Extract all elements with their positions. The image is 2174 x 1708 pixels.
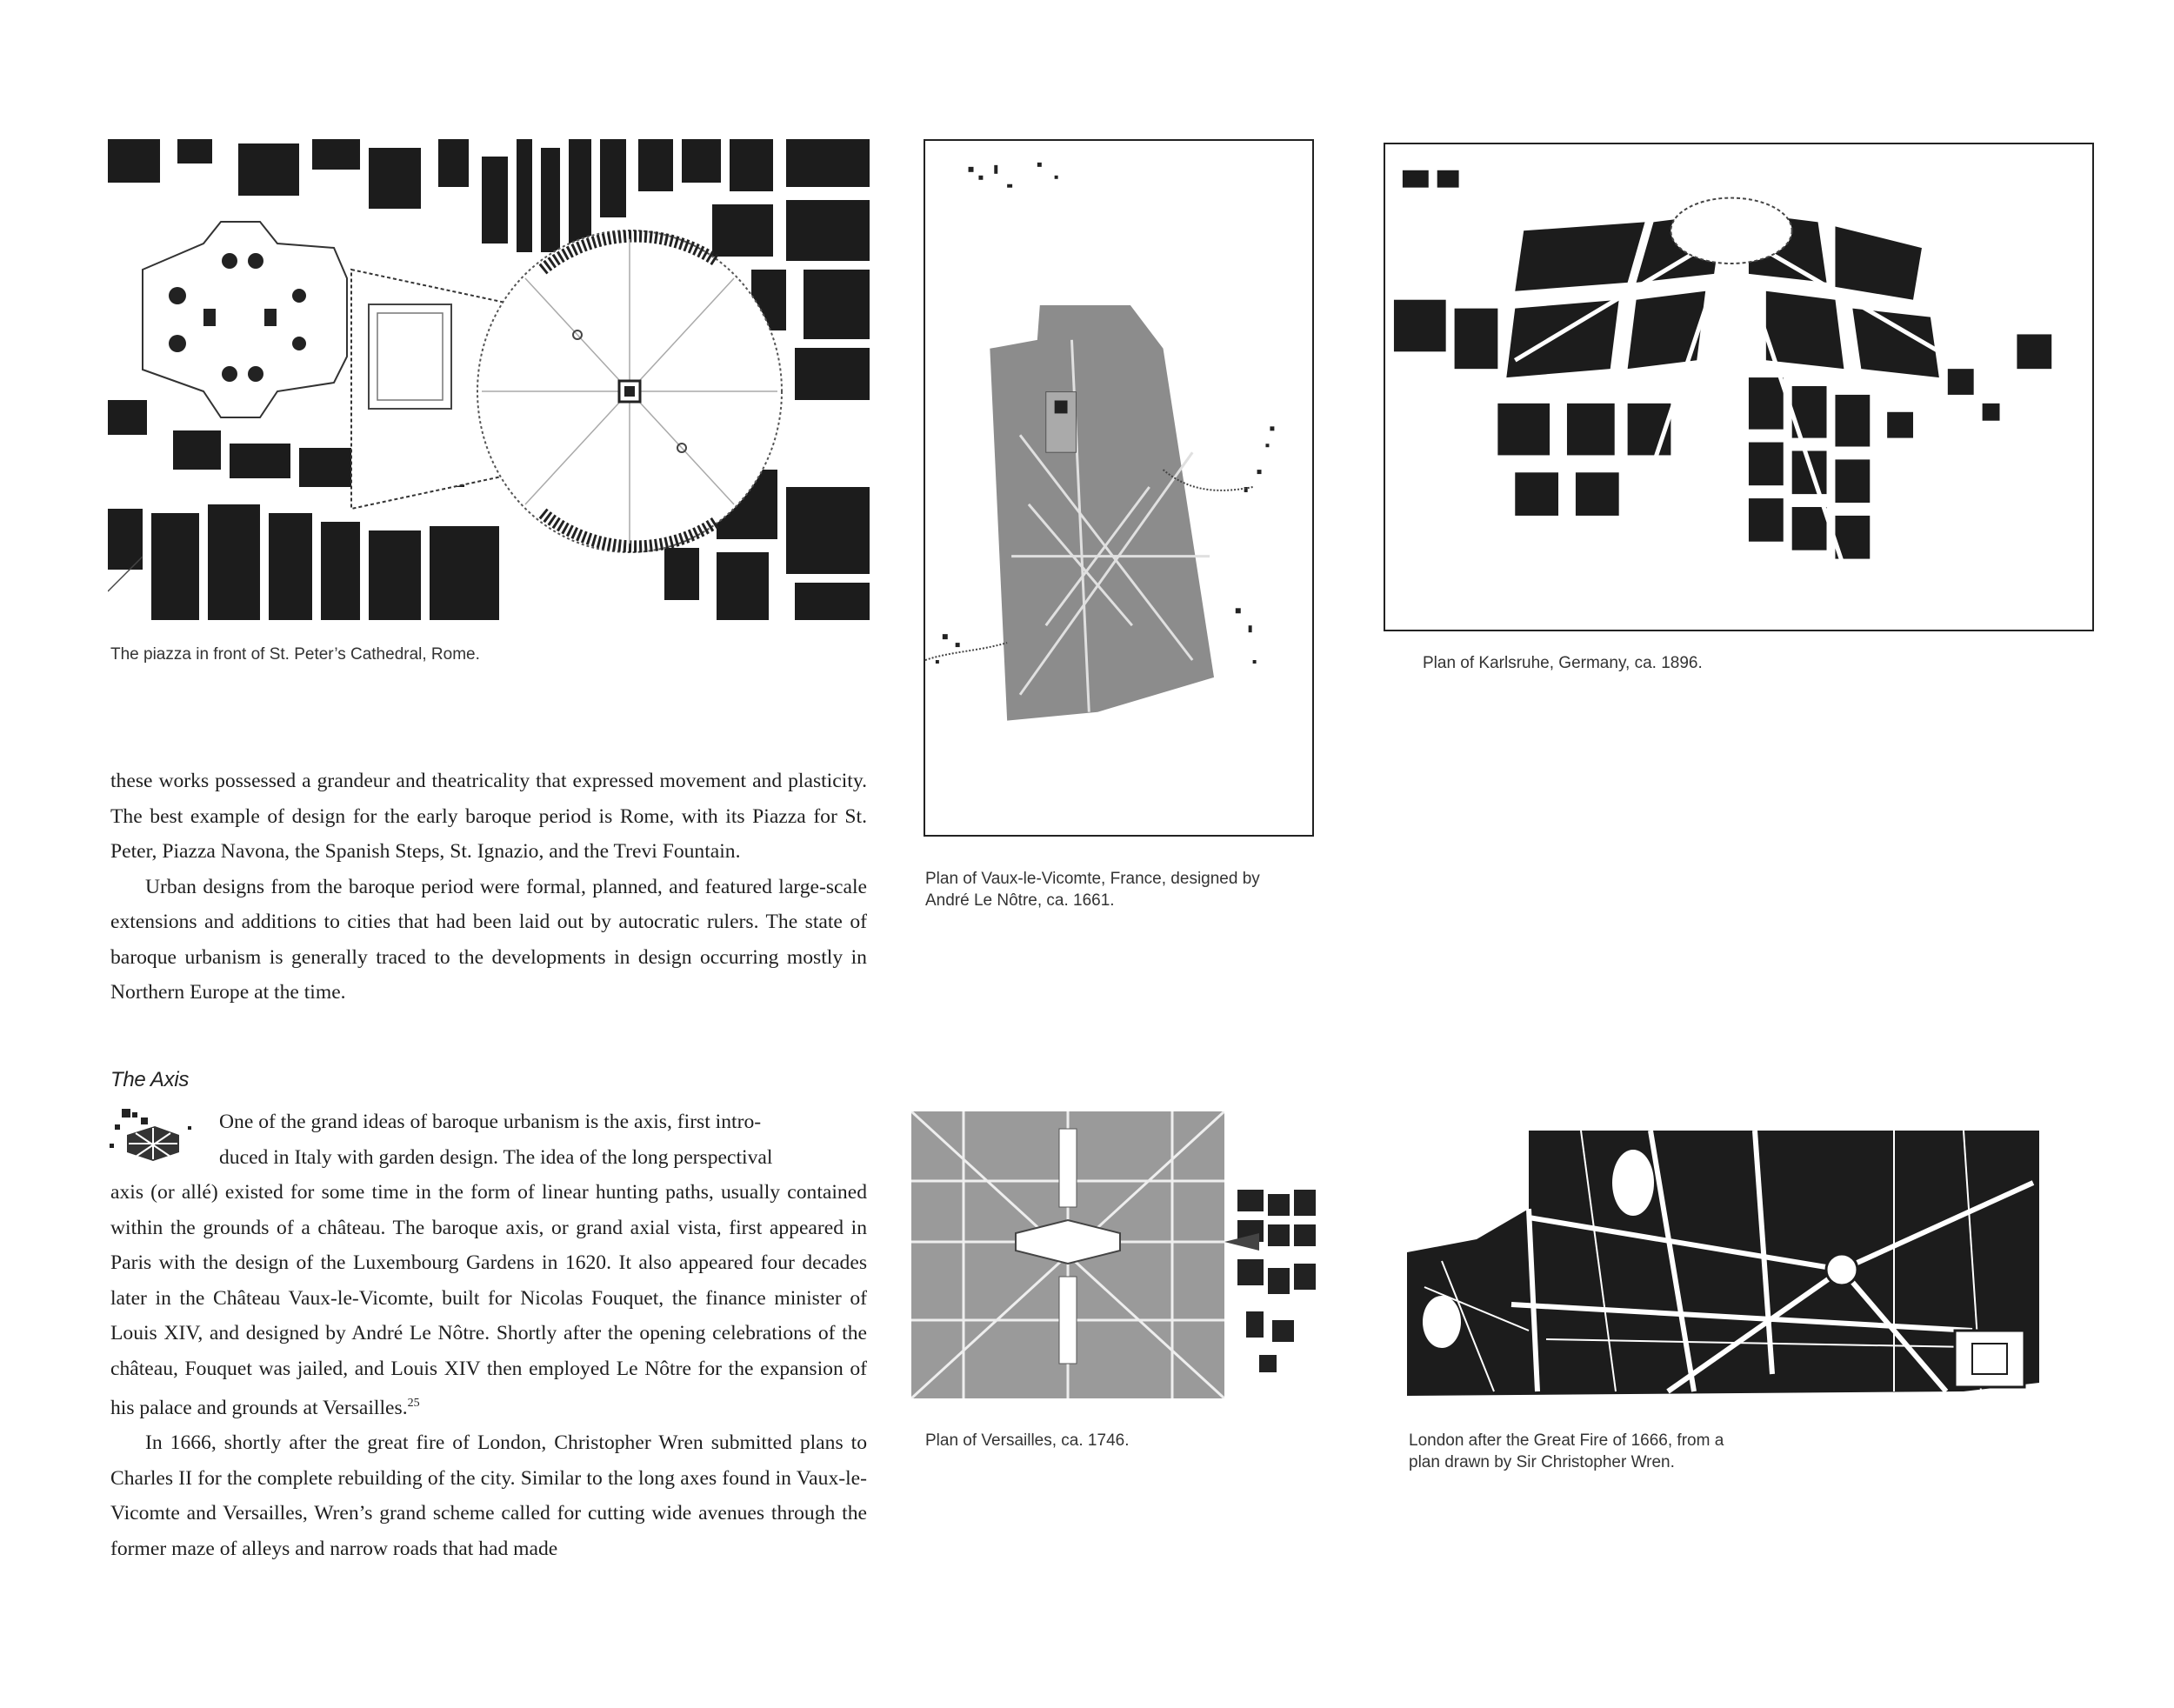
vaux-caption-line-2: André Le Nôtre, ca. 1661. [925, 891, 1115, 910]
axis-paragraph [110, 1104, 867, 1566]
karlsruhe-drawing [1385, 144, 2092, 630]
versailles-drawing [911, 1111, 1324, 1398]
karlsruhe-plan [1384, 143, 2094, 631]
london-caption-line-2: plan drawn by Sir Christopher Wren. [1409, 1453, 1675, 1471]
vaux-caption-line-1: Plan of Vaux-le-Vicomte, France, designed by [925, 870, 1260, 888]
versailles-plan [911, 1111, 1324, 1398]
wren-line: plans to Charles II for the complete rebuilding of the city. Similar to the long axes [110, 1431, 867, 1490]
axis-line: contained within the grounds of a château. The baroque axis, or grand axial [110, 1181, 867, 1239]
vaux-le-vicomte-plan [924, 139, 1314, 837]
urban-line: Urban designs from the baroque period were formal, planned, and featured [145, 875, 772, 898]
axis-line: duced in Italy with garden design. The idea of the long perspectival [219, 1145, 773, 1169]
vaux-le-vicomte-drawing [925, 141, 1312, 835]
st-peters-caption: The piazza in front of St. Peter’s Cathedral, Rome. [110, 645, 480, 664]
section-heading-the-axis: The Axis [110, 1068, 190, 1091]
axis-line: It also appeared four decades later in the Château Vaux-le-Vicomte, built for [110, 1251, 868, 1310]
axis-line: vista, first appeared in Paris with the design of the Luxembourg Gardens in 1620. [110, 1216, 867, 1274]
intro-line: these works possessed a grandeur and theatricality that expressed movement [110, 770, 747, 792]
axis-line: One of the grand ideas of baroque urbanism is the axis, first intro- [219, 1111, 762, 1133]
intro-line: and plasticity. The best example of design for the early baroque period is Rome, [110, 770, 867, 828]
urban-line: rulers. The state of baroque urbanism is generally traced to the developments in [110, 911, 867, 969]
intro-line: the Trevi Fountain. [584, 840, 741, 863]
axis-line: grounds at Versailles. [231, 1396, 408, 1419]
axis-line: Nicolas Fouquet, the finance minister of Louis XIV, and designed by André Le [110, 1286, 868, 1344]
wren-line: found in Vaux-le-Vicomte and Versailles, Wren’s grand scheme called for cutting [110, 1466, 867, 1525]
london-caption-line-1: London after the Great Fire of 1666, from a [1409, 1431, 1724, 1450]
intro-paragraph [110, 764, 867, 1011]
axis-line: and Louis XIV then employed Le Nôtre for the expansion of his palace and [110, 1357, 867, 1419]
wren-line: wide avenues through the former maze of alleys and narrow roads that had made [110, 1502, 867, 1560]
urban-line: large-scale extensions and additions to cities that had been laid out by autocratic [110, 875, 868, 933]
intro-line: with its Piazza for St. Peter, Piazza Navona, the Spanish Steps, St. Ignazio, and [110, 804, 867, 863]
london-wren-plan [1407, 1131, 2039, 1418]
st-peters-drawing [108, 139, 870, 620]
st-peters-plan [108, 139, 870, 620]
versailles-caption: Plan of Versailles, ca. 1746. [925, 1431, 1130, 1450]
axis-line: Nôtre. Shortly after the opening celebrations of the château, Fouquet was jailed, [110, 1322, 867, 1380]
wren-line: In 1666, shortly after the great fire of London, Christopher Wren submitted [145, 1431, 792, 1455]
axis-line: axis (or allé) existed for some time in the form of linear hunting paths, usually [110, 1181, 781, 1204]
urban-line: design occurring mostly in Northern Europe at the time. [110, 945, 867, 1004]
karlsruhe-caption: Plan of Karlsruhe, Germany, ca. 1896. [1423, 654, 1703, 672]
footnote-marker: 25 [407, 1397, 420, 1410]
london-wren-drawing [1407, 1131, 2039, 1418]
